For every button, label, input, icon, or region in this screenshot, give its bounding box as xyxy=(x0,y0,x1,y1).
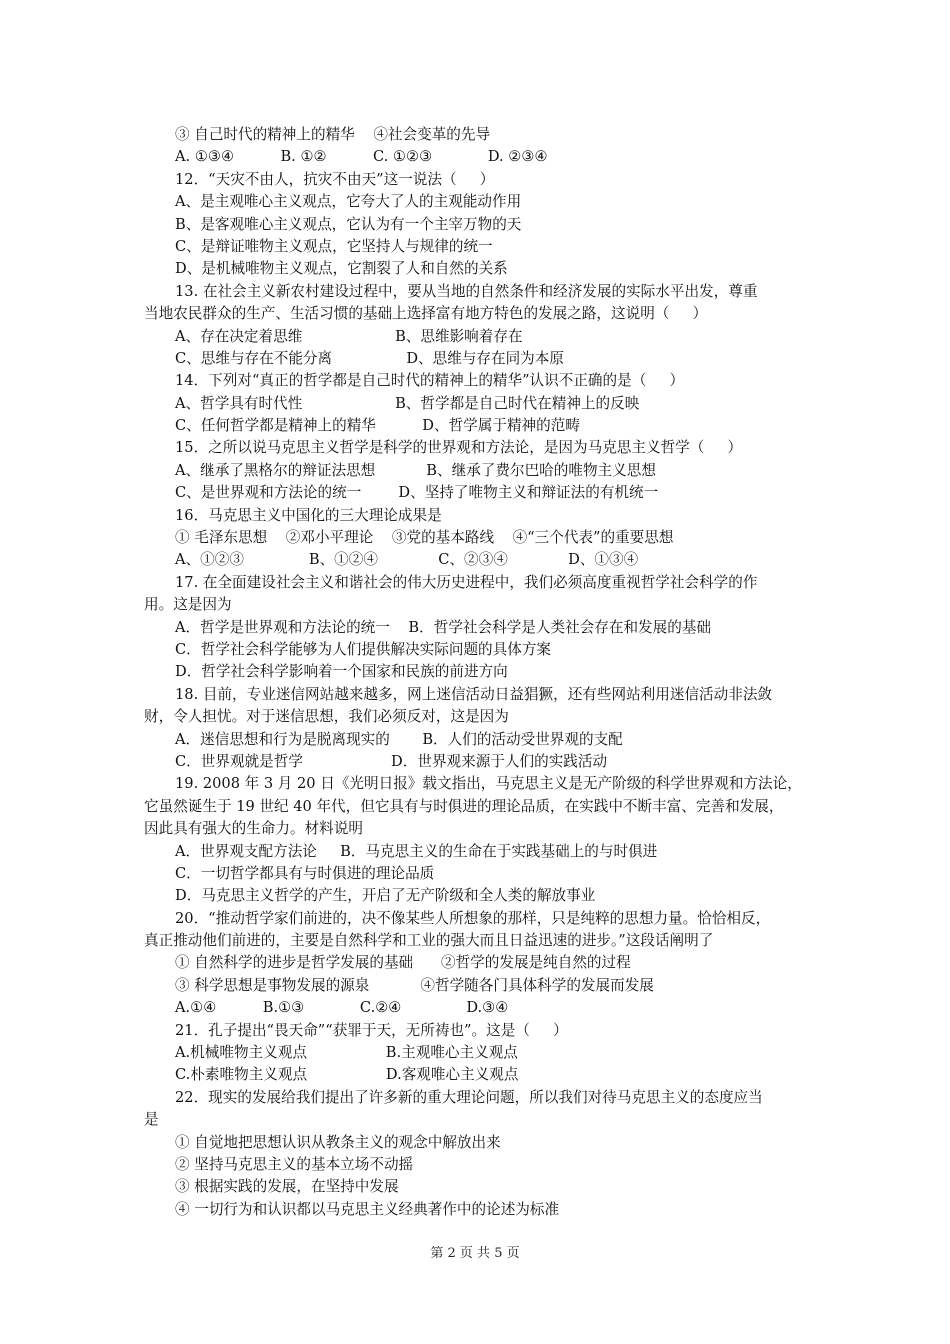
page-footer: 第 2 页 共 5 页 xyxy=(430,1246,520,1261)
text-line: A．迷信思想和行为是脱离现实的 B．人们的活动受世界观的支配 xyxy=(175,730,623,748)
text-line: A.机械唯物主义观点 B.主观唯心主义观点 xyxy=(175,1044,518,1062)
text-line: ① 自然科学的进步是哲学发展的基础 ②哲学的发展是纯自然的过程 xyxy=(175,954,631,972)
text-line: A、继承了黑格尔的辩证法思想 B、继承了费尔巴哈的唯物主义思想 xyxy=(175,461,656,479)
text-line: C．世界观就是哲学 D．世界观来源于人们的实践活动 xyxy=(175,752,608,770)
text-line: C、任何哲学都是精神上的精华 D、哲学属于精神的范畴 xyxy=(175,417,580,435)
text-line: 因此具有强大的生命力。材料说明 xyxy=(144,820,363,838)
text-line: C、思维与存在不能分离 D、思维与存在同为本原 xyxy=(175,349,564,367)
text-line: 当地农民群众的生产、生活习惯的基础上选择富有地方特色的发展之路，这说明（ ） xyxy=(144,305,708,323)
text-line: 16．马克思主义中国化的三大理论成果是 xyxy=(175,506,442,524)
text-line: 17. 在全面建设社会主义和谐社会的伟大历史进程中，我们必须高度重视哲学社会科学的作 xyxy=(175,573,758,591)
text-line: ② 坚持马克思主义的基本立场不动摇 xyxy=(175,1155,414,1173)
text-line: ① 自觉地把思想认识从教条主义的观念中解放出来 xyxy=(175,1133,501,1151)
text-line: 20．“推动哲学家们前进的，决不像某些人所想象的那样，只是纯粹的思想力量。恰恰相反， xyxy=(175,909,771,927)
text-line: 15．之所以说马克思主义哲学是科学的世界观和方法论，是因为马克思主义哲学（ ） xyxy=(175,439,743,457)
text-line: 13. 在社会主义新农村建设过程中，要从当地的自然条件和经济发展的实际水平出发，尊重 xyxy=(175,282,758,300)
text-line: ④ 一切行为和认识都以马克思主义经典著作中的论述为标准 xyxy=(175,1200,560,1218)
text-line: ① 毛泽东思想 ②邓小平理论 ③党的基本路线 ④“三个代表”的重要思想 xyxy=(175,529,674,547)
text-line: B、是客观唯心主义观点，它认为有一个主宰万物的天 xyxy=(175,215,522,233)
text-line: 用。这是因为 xyxy=(144,596,232,614)
text-line: 12．“天灾不由人，抗灾不由天”这一说法（ ） xyxy=(175,170,495,188)
text-line: ③ 自己时代的精神上的精华 ④社会变革的先导 xyxy=(175,126,491,143)
text-line: 14．下列对“真正的哲学都是自己时代的精神上的精华”认识不正确的是（ ） xyxy=(175,372,685,390)
text-line: A．哲学是世界观和方法论的统一 B．哲学社会科学是人类社会存在和发展的基础 xyxy=(175,618,712,636)
text-line: C、是世界观和方法论的统一 D、坚持了唯物主义和辩证法的有机统一 xyxy=(175,484,659,502)
text-line: D、是机械唯物主义观点，它割裂了人和自然的关系 xyxy=(175,260,508,278)
text-line: C．哲学社会科学能够为人们提供解决实际问题的具体方案 xyxy=(175,640,552,658)
text-line: 是 xyxy=(144,1111,159,1129)
text-line: ③ 科学思想是事物发展的源泉 ④哲学随各门具体科学的发展而发展 xyxy=(175,976,654,994)
text-line: D．马克思主义哲学的产生，开启了无产阶级和全人类的解放事业 xyxy=(175,887,596,905)
text-line: 真正推动他们前进的，主要是自然科学和工业的强大而且日益迅速的进步。”这段话阐明了 xyxy=(144,932,714,950)
text-line: 18. 目前，专业迷信网站越来越多，网上迷信活动日益猖獗，还有些网站利用迷信活动非法敛 xyxy=(175,685,773,703)
text-line: A、哲学具有时代性 B、哲学都是自己时代在精神上的反映 xyxy=(175,394,640,412)
text-line: D．哲学社会科学影响着一个国家和民族的前进方向 xyxy=(175,663,508,681)
text-line: 它虽然诞生于 19 世纪 40 年代，但它具有与时俱进的理论品质，在实践中不断丰富、完善和发展， xyxy=(144,797,784,815)
text-line: A、是主观唯心主义观点，它夸大了人的主观能动作用 xyxy=(175,193,522,211)
text-line: 21．孔子提出“畏天命”“获罪于天，无所祷也”。这是（ ） xyxy=(175,1021,568,1039)
text-line: ③ 根据实践的发展，在坚持中发展 xyxy=(175,1178,399,1196)
page-body xyxy=(144,124,816,1221)
text-line: C.朴素唯物主义观点 D.客观唯心主义观点 xyxy=(175,1066,519,1084)
text-line: C．一切哲学都具有与时俱进的理论品质 xyxy=(175,864,435,882)
text-line: 财，令人担忧。对于迷信思想，我们必须反对，这是因为 xyxy=(144,708,509,726)
text-line: 19. 2008 年 3 月 20 日《光明日报》载文指出，马克思主义是无产阶级的科学世界观和方法论， xyxy=(175,775,802,793)
text-line: A、存在决定着思维 B、思维影响着存在 xyxy=(175,327,523,345)
text-line: A. ①③④ B. ①② C. ①②③ D. ②③④ xyxy=(175,148,548,166)
text-line: 22．现实的发展给我们提出了许多新的重大理论问题，所以我们对待马克思主义的态度应当 xyxy=(175,1088,763,1106)
text-line: A．世界观支配方法论 B．马克思主义的生命在于实践基础上的与时俱进 xyxy=(175,842,658,860)
text-line: A.①④ B.①③ C.②④ D.③④ xyxy=(175,999,509,1017)
text-line: C、是辩证唯物主义观点，它坚持人与规律的统一 xyxy=(175,237,493,255)
text-line: A、①②③ B、①②④ C、②③④ D、①③④ xyxy=(175,551,639,569)
